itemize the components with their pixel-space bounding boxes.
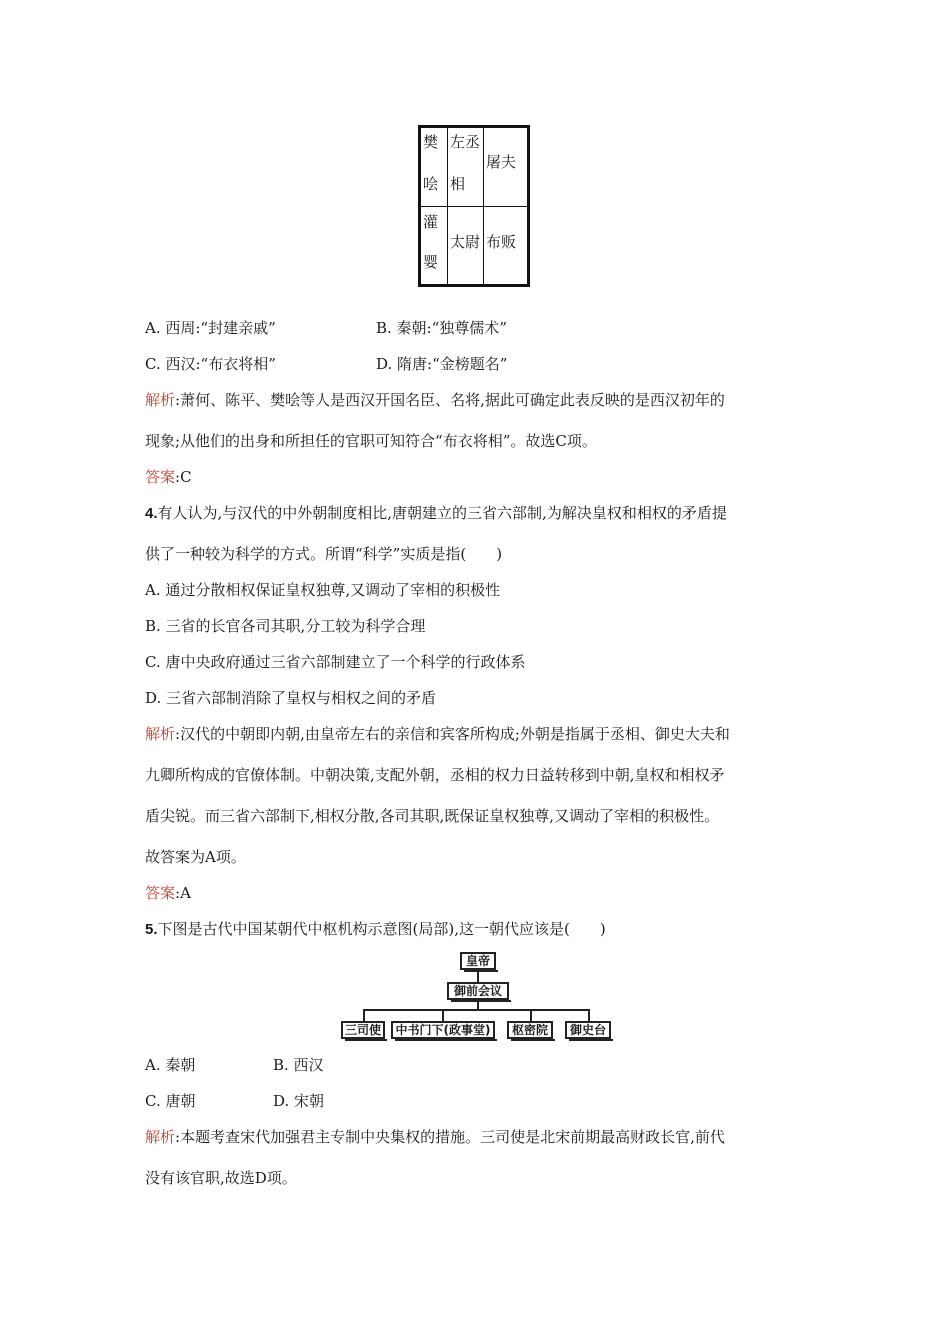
question-number: 4.: [145, 505, 158, 522]
node-emperor: 皇帝: [460, 952, 496, 970]
table-cell: 灌: [423, 213, 439, 231]
table-cell: 太尉: [450, 233, 481, 251]
option-c: C. 唐中央政府通过三省六部制建立了一个科学的行政体系: [145, 653, 526, 671]
question-stem: [145, 502, 727, 523]
option-d: D. 三省六部制消除了皇权与相权之间的矛盾: [145, 689, 437, 707]
answer-line: [145, 882, 191, 903]
answer-label: 答案: [145, 468, 176, 486]
option-a: A. 西周:“封建亲戚”: [145, 319, 276, 337]
analysis-label: 解析: [145, 1128, 176, 1146]
analysis-text: :本题考查宋代加强君主专制中央集权的措施。三司使是北宋前期最高财政长官,前代: [175, 1128, 725, 1146]
node-sansishi: 三司使: [341, 1021, 385, 1039]
analysis-text: 盾尖锐。而三省六部制下,相权分散,各司其职,既保证皇权独尊,又调动了宰相的积极性。: [145, 807, 720, 825]
answer-text: :C: [175, 468, 192, 486]
analysis-text: :汉代的中朝即内朝,由皇帝左右的亲信和宾客所构成;外朝是指属于丞相、御史大夫和: [175, 725, 730, 743]
answer-line: [145, 466, 192, 487]
node-yushitai: 御史台: [565, 1021, 611, 1039]
analysis-label: 解析: [145, 725, 176, 743]
question-number: 5.: [145, 921, 158, 938]
node-shumiyuan: 枢密院: [507, 1021, 553, 1039]
stem-text: 有人认为,与汉代的中外朝制度相比,唐朝建立的三省六部制,为解决皇权和相权的矛盾提: [157, 504, 727, 522]
table-cell: 布贩: [486, 233, 517, 251]
answer-label: 答案: [145, 884, 176, 902]
analysis-line: [145, 723, 730, 744]
question-stem: [145, 918, 606, 939]
table-cell: 婴: [423, 253, 439, 271]
table-cell: 哙: [423, 175, 439, 193]
table-cell: 樊: [423, 133, 439, 151]
analysis-text: 故答案为A项。: [145, 848, 246, 866]
option-c: C. 唐朝: [145, 1092, 196, 1110]
table-cell: 左丞: [450, 133, 481, 151]
option-b: B. 三省的长官各司其职,分工较为科学合理: [145, 617, 426, 635]
table-cell: 屠夫: [486, 153, 517, 171]
analysis-text: :萧何、陈平、樊哙等人是西汉开国名臣、名将,据此可确定此表反映的是西汉初年的: [175, 391, 725, 409]
node-council: 御前会议: [447, 982, 509, 1000]
analysis-label: 解析: [145, 391, 176, 409]
analysis-text: 现象;从他们的出身和所担任的官职可知符合“布衣将相”。故选C项。: [145, 432, 597, 450]
officials-table: [418, 125, 530, 287]
analysis-line: [145, 1126, 725, 1147]
stem-text: 下图是古代中国某朝代中枢机构示意图(局部),这一朝代应该是( ): [157, 920, 606, 938]
option-c: C. 西汉:“布衣将相”: [145, 355, 276, 373]
option-a: A. 秦朝: [145, 1056, 196, 1074]
table-cell: 相: [450, 175, 466, 193]
answer-text: :A: [175, 884, 191, 902]
stem-text: 供了一种较为科学的方式。所谓“科学”实质是指( ): [145, 545, 503, 563]
analysis-text: 没有该官职,故选D项。: [145, 1169, 297, 1187]
option-b: B. 秦朝:“独尊儒术”: [376, 319, 507, 337]
analysis-text: 九卿所构成的官僚体制。中朝决策,支配外朝，丞相的权力日益转移到中朝,皇权和相权矛: [145, 766, 725, 784]
option-d: D. 隋唐:“金榜题名”: [376, 355, 508, 373]
option-a: A. 通过分散相权保证皇权独尊,又调动了宰相的积极性: [145, 581, 501, 599]
node-zhongshumenxia: 中书门下(政事堂): [391, 1021, 495, 1039]
option-d: D. 宋朝: [273, 1092, 325, 1110]
option-b: B. 西汉: [273, 1056, 324, 1074]
analysis-line: [145, 389, 725, 410]
